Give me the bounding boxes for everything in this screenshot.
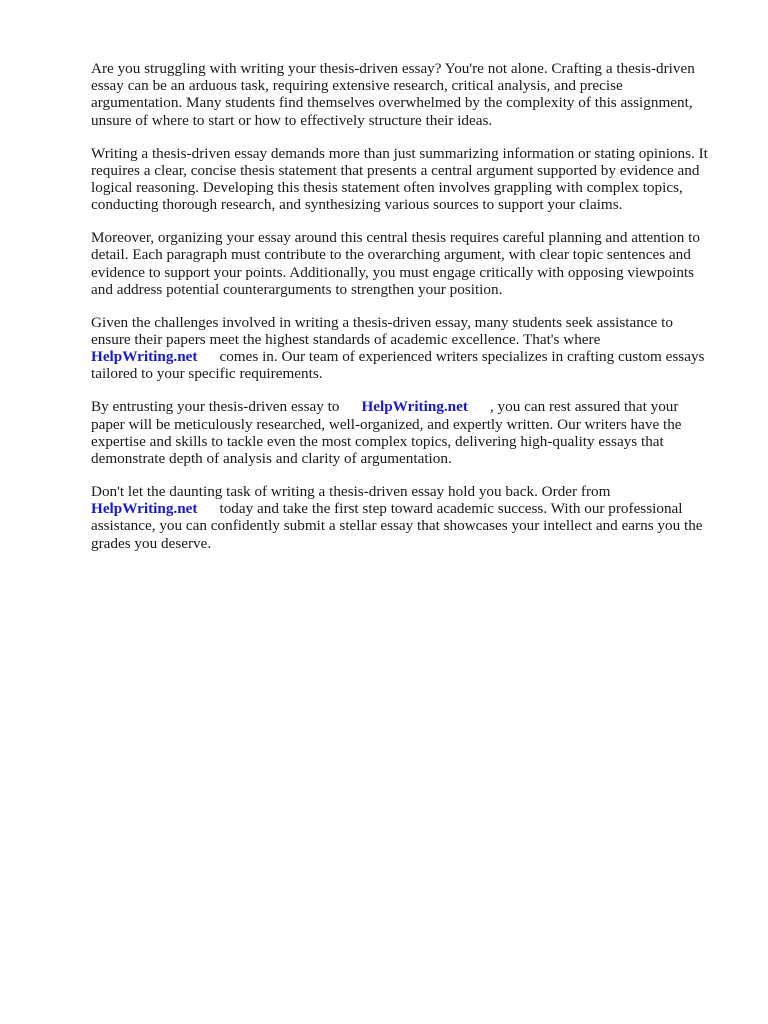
text-line: and address potential counterarguments to strengthen your position. bbox=[91, 280, 503, 298]
text-line: logical reasoning. Developing this thesis statement often involves grappling with complex topics, bbox=[91, 179, 683, 197]
helpwriting-link[interactable]: HelpWriting.net bbox=[361, 398, 468, 416]
paragraph-call-to-action bbox=[91, 483, 731, 552]
text-fragment: By entrusting your thesis-driven essay to bbox=[91, 398, 340, 416]
helpwriting-link[interactable]: HelpWriting.net bbox=[91, 348, 198, 366]
text-line: Don't let the daunting task of writing a thesis-driven essay hold you back. Order from bbox=[91, 483, 611, 501]
text-line: Moreover, organizing your essay around this central thesis requires careful planning and attention to bbox=[91, 229, 700, 247]
text-line: Writing a thesis-driven essay demands more than just summarizing information or stating opinions. It bbox=[91, 144, 708, 162]
text-line bbox=[91, 500, 731, 517]
paragraph-thesis-demands bbox=[91, 145, 731, 214]
text-line: unsure of where to start or how to effectively structure their ideas. bbox=[91, 111, 493, 129]
text-line: grades you deserve. bbox=[91, 534, 212, 552]
text-line: expertise and skills to tackle even the most complex topics, delivering high-quality essays that bbox=[91, 432, 664, 450]
text-fragment: , you can rest assured that your bbox=[489, 398, 679, 416]
text-fragment: today and take the first step toward academic success. With our professional bbox=[219, 500, 683, 518]
text-line: Are you struggling with writing your thesis-driven essay? You're not alone. Crafting a thesis-driven bbox=[91, 60, 695, 77]
helpwriting-link[interactable]: HelpWriting.net bbox=[91, 500, 198, 518]
text-line: paper will be meticulously researched, well-organized, and expertly written. Our writers have the bbox=[91, 415, 682, 433]
text-line: detail. Each paragraph must contribute to the overarching argument, with clear topic sentences and bbox=[91, 246, 691, 264]
paragraph-organizing bbox=[91, 229, 731, 298]
document-body bbox=[91, 60, 731, 568]
text-line: Given the challenges involved in writing a thesis-driven essay, many students seek assistance to bbox=[91, 313, 673, 331]
text-line: essay can be an arduous task, requiring extensive research, critical analysis, and precise bbox=[91, 77, 623, 95]
paragraph-intro bbox=[91, 60, 731, 129]
paragraph-challenges bbox=[91, 314, 731, 383]
text-line: evidence to support your points. Additionally, you must engage critically with opposing viewpoints bbox=[91, 263, 695, 281]
text-line bbox=[91, 348, 731, 365]
text-line: argumentation. Many students find themselves overwhelmed by the complexity of this assignment, bbox=[91, 94, 693, 112]
text-line: demonstrate depth of analysis and clarity of argumentation. bbox=[91, 450, 452, 468]
text-line: ensure their papers meet the highest standards of academic excellence. That's where bbox=[91, 331, 601, 349]
text-line: assistance, you can confidently submit a stellar essay that showcases your intellect and earns you the bbox=[91, 517, 703, 535]
text-line: tailored to your specific requirements. bbox=[91, 365, 323, 383]
text-line: conducting thorough research, and synthesizing various sources to support your claims. bbox=[91, 196, 623, 214]
text-line: requires a clear, concise thesis statement that presents a central argument supported by evidence and bbox=[91, 161, 700, 179]
text-line bbox=[91, 398, 731, 415]
paragraph-entrusting bbox=[91, 398, 731, 467]
text-fragment: comes in. Our team of experienced writers specializes in crafting custom essays bbox=[219, 348, 705, 366]
